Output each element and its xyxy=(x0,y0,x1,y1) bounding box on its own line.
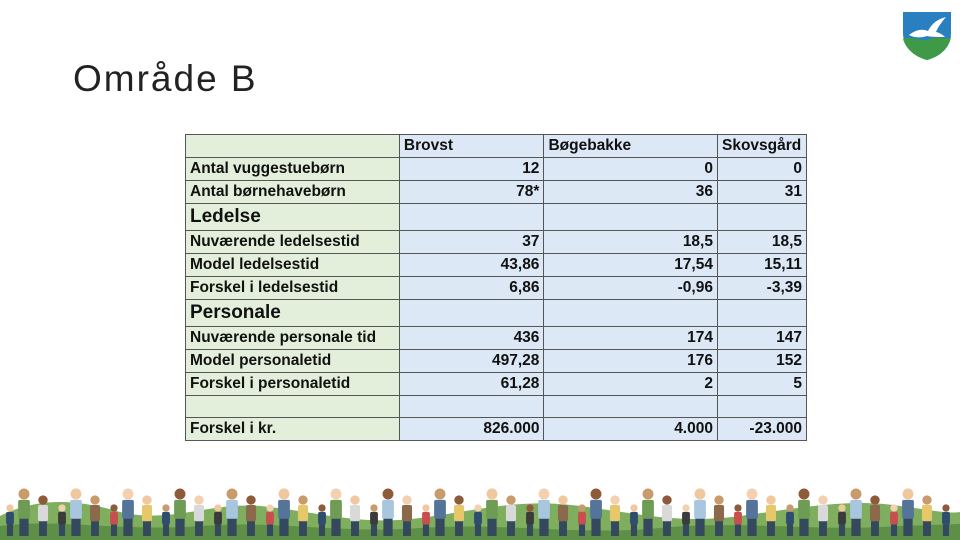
person-figure xyxy=(350,495,360,536)
person-figure xyxy=(454,495,464,536)
table-row xyxy=(186,418,807,441)
person-figure xyxy=(38,495,48,536)
value-cell: -23.000 xyxy=(717,418,806,441)
table-row xyxy=(186,231,807,254)
slide-title: Område B xyxy=(73,58,258,99)
bird-shield-logo-icon xyxy=(900,9,954,61)
table-row xyxy=(186,181,807,204)
person-figure xyxy=(642,489,654,536)
person-figure xyxy=(382,489,394,536)
person-figure xyxy=(746,489,758,536)
value-cell: 61,28 xyxy=(399,373,544,396)
person-figure xyxy=(578,504,586,536)
table-header-row xyxy=(186,135,807,158)
person-figure xyxy=(6,504,14,536)
person-figure xyxy=(90,495,100,536)
person-figure xyxy=(142,495,152,536)
column-header: Bøgebakke xyxy=(544,135,718,158)
person-figure xyxy=(162,504,170,536)
person-figure xyxy=(922,495,932,536)
table-row xyxy=(186,254,807,277)
person-figure xyxy=(214,504,222,536)
person-figure xyxy=(818,495,828,536)
value-cell: 174 xyxy=(544,327,718,350)
value-cell: 152 xyxy=(717,350,806,373)
value-cell: 497,28 xyxy=(399,350,544,373)
person-figure xyxy=(70,489,82,536)
row-label: Nuværende personale tid xyxy=(186,327,400,350)
person-figure xyxy=(714,495,724,536)
value-cell: 43,86 xyxy=(399,254,544,277)
value-cell: 31 xyxy=(717,181,806,204)
value-cell: 176 xyxy=(544,350,718,373)
person-figure xyxy=(422,504,430,536)
person-figure xyxy=(630,504,638,536)
person-figure xyxy=(266,504,274,536)
table-row xyxy=(186,350,807,373)
person-figure xyxy=(766,495,776,536)
table-row xyxy=(186,158,807,181)
value-cell xyxy=(717,300,806,327)
row-label: Forskel i ledelsestid xyxy=(186,277,400,300)
value-cell: 18,5 xyxy=(717,231,806,254)
person-figure xyxy=(590,489,602,536)
column-header: Brovst xyxy=(399,135,544,158)
person-figure xyxy=(58,504,66,536)
row-label: Forskel i personaletid xyxy=(186,373,400,396)
person-figure xyxy=(434,489,446,536)
person-figure xyxy=(194,495,204,536)
value-cell: 78* xyxy=(399,181,544,204)
person-figure xyxy=(18,489,30,536)
row-label: Antal børnehavebørn xyxy=(186,181,400,204)
value-cell xyxy=(544,204,718,231)
row-label: Forskel i kr. xyxy=(186,418,400,441)
value-cell: 6,86 xyxy=(399,277,544,300)
person-figure xyxy=(370,504,378,536)
table-row xyxy=(186,277,807,300)
value-cell: -3,39 xyxy=(717,277,806,300)
table-row xyxy=(186,327,807,350)
person-figure xyxy=(226,489,238,536)
person-figure xyxy=(786,504,794,536)
value-cell: 4.000 xyxy=(544,418,718,441)
person-figure xyxy=(942,504,950,536)
value-cell xyxy=(399,204,544,231)
person-figure xyxy=(246,495,256,536)
value-cell: 18,5 xyxy=(544,231,718,254)
person-figure xyxy=(890,504,898,536)
person-figure xyxy=(174,489,186,536)
person-figure xyxy=(330,489,342,536)
person-figure xyxy=(870,495,880,536)
value-cell: 2 xyxy=(544,373,718,396)
value-cell xyxy=(399,300,544,327)
row-label: Nuværende ledelsestid xyxy=(186,231,400,254)
value-cell: 0 xyxy=(544,158,718,181)
value-cell: 12 xyxy=(399,158,544,181)
person-figure xyxy=(850,489,862,536)
person-figure xyxy=(694,489,706,536)
value-cell: 36 xyxy=(544,181,718,204)
header-empty-cell xyxy=(186,135,400,158)
comparison-table xyxy=(185,134,807,441)
person-figure xyxy=(402,495,412,536)
value-cell: 147 xyxy=(717,327,806,350)
person-figure xyxy=(298,495,308,536)
value-cell: 436 xyxy=(399,327,544,350)
person-figure xyxy=(474,504,482,536)
value-cell: 17,54 xyxy=(544,254,718,277)
spacer-row xyxy=(186,396,807,418)
person-figure xyxy=(662,495,672,536)
person-figure xyxy=(902,489,914,536)
value-cell: -0,96 xyxy=(544,277,718,300)
person-figure xyxy=(278,489,290,536)
person-figure xyxy=(526,504,534,536)
value-cell: 826.000 xyxy=(399,418,544,441)
person-figure xyxy=(318,504,326,536)
empty-cell xyxy=(544,396,718,418)
person-figure xyxy=(798,489,810,536)
value-cell: 5 xyxy=(717,373,806,396)
value-cell: 15,11 xyxy=(717,254,806,277)
person-figure xyxy=(838,504,846,536)
row-label: Model ledelsestid xyxy=(186,254,400,277)
people-illustration-icon xyxy=(0,466,960,540)
empty-cell xyxy=(717,396,806,418)
person-figure xyxy=(506,495,516,536)
person-figure xyxy=(734,504,742,536)
value-cell: 0 xyxy=(717,158,806,181)
person-figure xyxy=(610,495,620,536)
value-cell xyxy=(717,204,806,231)
person-figure xyxy=(110,504,118,536)
row-label: Model personaletid xyxy=(186,350,400,373)
section-heading: Ledelse xyxy=(186,204,400,231)
person-figure xyxy=(558,495,568,536)
empty-cell xyxy=(399,396,544,418)
person-figure xyxy=(122,489,134,536)
section-row xyxy=(186,204,807,231)
empty-cell xyxy=(186,396,400,418)
row-label: Antal vuggestuebørn xyxy=(186,158,400,181)
value-cell: 37 xyxy=(399,231,544,254)
column-header: Skovsgård xyxy=(717,135,806,158)
person-figure xyxy=(682,504,690,536)
section-heading: Personale xyxy=(186,300,400,327)
section-row xyxy=(186,300,807,327)
people-figures xyxy=(6,489,950,536)
person-figure xyxy=(538,489,550,536)
person-figure xyxy=(486,489,498,536)
table-row xyxy=(186,373,807,396)
value-cell xyxy=(544,300,718,327)
